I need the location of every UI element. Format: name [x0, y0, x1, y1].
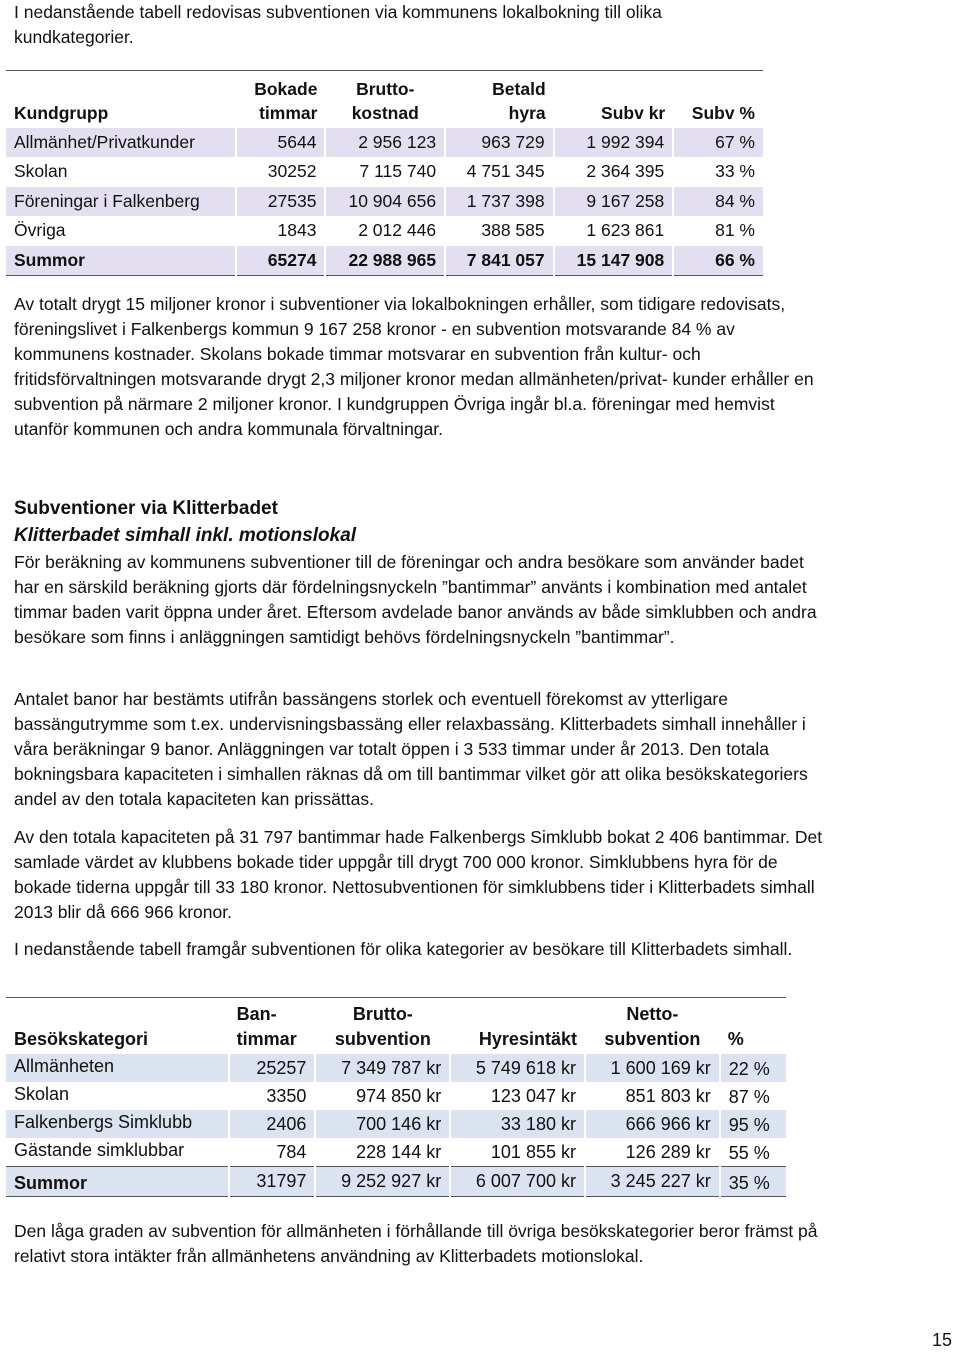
table-cell: 55 % — [728, 1143, 770, 1163]
lokalbokning-subvention-table — [6, 70, 763, 276]
table-cell: 15 147 908 — [554, 246, 674, 276]
table-cell: 784 — [229, 1138, 316, 1167]
table-row — [6, 128, 763, 158]
table-cell: 2 956 123 — [325, 128, 445, 158]
col-header-bruttosubvention: Brutto- subvention — [334, 1004, 431, 1049]
table-cell: 9 167 258 — [554, 187, 674, 217]
table-cell: 851 803 kr — [585, 1082, 720, 1110]
col-header-bantimmar: Ban- timmar — [236, 1004, 297, 1049]
table-cell: 1 600 169 kr — [585, 1054, 720, 1082]
table-cell: 7 349 787 kr — [315, 1054, 450, 1082]
col-header-nettosubvention: Netto- subvention — [604, 1004, 701, 1049]
table-cell: 123 047 kr — [450, 1082, 585, 1110]
table-cell: 7 841 057 — [445, 246, 554, 276]
body-paragraph: För beräkning av kommunens subventioner till de föreningar och andra besökare som använder badet har en särskild beräkning gjorts där fördelningsnyckeln ”bantimmar” använts i kombination med antalet timmar baden varit öppna under året. Eftersom avdelade banor används av både simklubben och andra besökare som finns i anläggningen samtidigt behövs fördelningsnyckeln ”bantimmar”. — [14, 552, 817, 647]
table-cell: 95 % — [720, 1110, 786, 1138]
col-header-betald-hyra: Betald hyra — [492, 79, 546, 123]
table-cell: 22 988 965 — [325, 246, 445, 276]
table-cell: 388 585 — [445, 216, 554, 246]
table-row — [6, 1110, 786, 1138]
table-row — [6, 1054, 786, 1082]
table-cell: 66 % — [673, 246, 763, 276]
table-sum-row — [6, 1167, 786, 1197]
table-cell: 5644 — [236, 128, 326, 158]
table-cell: Falkenbergs Simklubb — [6, 1110, 229, 1138]
table-cell: 963 729 — [445, 128, 554, 158]
table-cell: 10 904 656 — [325, 187, 445, 217]
table-cell: 1 623 861 — [554, 216, 674, 246]
table-cell: 228 144 kr — [315, 1138, 450, 1167]
table-cell: Summor — [6, 1167, 229, 1197]
col-header-besokskategori: Besökskategori — [14, 1029, 149, 1049]
table-cell: 1 737 398 — [445, 187, 554, 217]
table-cell: 65274 — [236, 246, 326, 276]
conclusion-paragraph: Den låga graden av subvention för allmänheten i förhållande till övriga besökskategorier beror främst på relativt stora intäkter från allmänhetens användning av Klitterbadets motionslokal. — [14, 1221, 818, 1266]
table-cell: 22 % — [720, 1054, 786, 1082]
table-cell: 2406 — [229, 1110, 316, 1138]
table-cell: 5 749 618 kr — [450, 1054, 585, 1082]
klitterbadet-subvention-table — [6, 997, 786, 1197]
table-cell: Föreningar i Falkenberg — [6, 187, 236, 217]
table-cell: 35 % — [720, 1167, 786, 1197]
table-cell: 33 % — [673, 157, 763, 187]
body-paragraph: Av den totala kapaciteten på 31 797 bantimmar hade Falkenbergs Simklubb bokat 2 406 bantimmar. Det samlade värdet av klubbens bokade tider uppgår till drygt 700 000 kronor. Simklubbens hyra för de bokade tiderna uppgår till 33 180 kronor. Nettosubventionen för simklubbens tider i Klitterbadets simhall 2013 blir då 666 966 kronor. — [14, 827, 823, 922]
table-cell: Summor — [6, 246, 236, 276]
table-cell: 33 180 kr — [450, 1110, 585, 1138]
table-cell: 2 012 446 — [325, 216, 445, 246]
intro-paragraph: I nedanstående tabell redovisas subventionen via kommunens lokalbokning till olika kundkategorier. — [14, 2, 662, 47]
table-cell: 1843 — [236, 216, 326, 246]
table-cell: 27535 — [236, 187, 326, 217]
section-heading: Subventioner via Klitterbadet — [14, 498, 278, 519]
table-cell: 30252 — [236, 157, 326, 187]
table-header-row — [6, 998, 786, 1055]
page-number: 15 — [931, 1330, 952, 1350]
table-cell: 7 115 740 — [325, 157, 445, 187]
table-cell: 84 % — [673, 187, 763, 217]
table-cell: 9 252 927 kr — [315, 1167, 450, 1197]
col-header-kundgrupp: Kundgrupp — [14, 103, 109, 123]
summary-paragraph: Av totalt drygt 15 miljoner kronor i subventioner via lokalbokningen erhåller, som tidigare redovisats, föreningslivet i Falkenbergs kommun 9 167 258 kronor - en subvention motsvarande 84 % av kommunens kostnader. Skolans bokade timmar motsvarar en subvention från kultur- och fritidsförvaltningen motsvarande drygt 2,3 miljoner kronor medan allmänheten/privat- kunder erhåller en subvention på närmare 2 miljoner kronor. I kundgruppen Övriga ingår bl.a. föreningar med hemvist utanför kommunen och andra kommunala förvaltningar. — [14, 294, 814, 439]
col-header-bruttokostnad: Brutto- kostnad — [351, 79, 419, 123]
col-header-subv-pct: Subv % — [691, 103, 755, 123]
table-cell: 3 245 227 kr — [585, 1167, 720, 1197]
table-cell: 4 751 345 — [445, 157, 554, 187]
table-cell: 81 % — [673, 216, 763, 246]
table-cell: Skolan — [6, 157, 236, 187]
table-cell: 700 146 kr — [315, 1110, 450, 1138]
table-cell: Allmänhet/Privatkunder — [6, 128, 236, 158]
table-cell: 974 850 kr — [315, 1082, 450, 1110]
table-cell: 87 % — [728, 1087, 770, 1107]
table-header-row — [6, 71, 763, 128]
col-header-subv-kr: Subv kr — [601, 103, 666, 123]
table-row — [6, 216, 763, 246]
table-cell: 126 289 kr — [585, 1138, 720, 1167]
col-header-hyresintakt: Hyresintäkt — [478, 1029, 577, 1049]
table-row — [6, 1138, 786, 1167]
table-cell: Övriga — [6, 216, 236, 246]
table-cell: Skolan — [6, 1082, 229, 1110]
col-header-procent: % — [727, 1029, 744, 1049]
table-cell: Allmänheten — [6, 1054, 229, 1082]
table-row — [6, 157, 763, 187]
table-cell: 1 992 394 — [554, 128, 674, 158]
table-cell: 25257 — [229, 1054, 316, 1082]
table-row — [6, 1082, 786, 1110]
col-header-bokade-timmar: Bokade timmar — [254, 79, 318, 123]
table-cell: 101 855 kr — [450, 1138, 585, 1167]
table-cell: 3350 — [229, 1082, 316, 1110]
table-cell: 666 966 kr — [585, 1110, 720, 1138]
table-row — [6, 187, 763, 217]
body-paragraph: I nedanstående tabell framgår subventionen för olika kategorier av besökare till Klitterbadets simhall. — [14, 939, 793, 959]
table-cell: 67 % — [673, 128, 763, 158]
subsection-heading: Klitterbadet simhall inkl. motionslokal — [14, 525, 357, 546]
table-sum-row — [6, 246, 763, 276]
table-cell: Gästande simklubbar — [6, 1138, 229, 1167]
table-cell: 2 364 395 — [554, 157, 674, 187]
table-cell: 6 007 700 kr — [450, 1167, 585, 1197]
table-cell: 31797 — [229, 1167, 316, 1197]
body-paragraph: Antalet banor har bestämts utifrån bassängens storlek och eventuell förekomst av ytterligare bassängutrymme som t.ex. undervisningsbassäng eller relaxbassäng. Klitterbadets simhall innehåller i våra beräkningar 9 banor. Anläggningen var totalt öppen i 3 533 timmar under år 2013. Den totala bokningsbara kapaciteten i simhallen räknas då om till bantimmar vilket gör att olika besökskategoriers andel av den totala kapaciteten kan prissättas. — [14, 689, 808, 809]
